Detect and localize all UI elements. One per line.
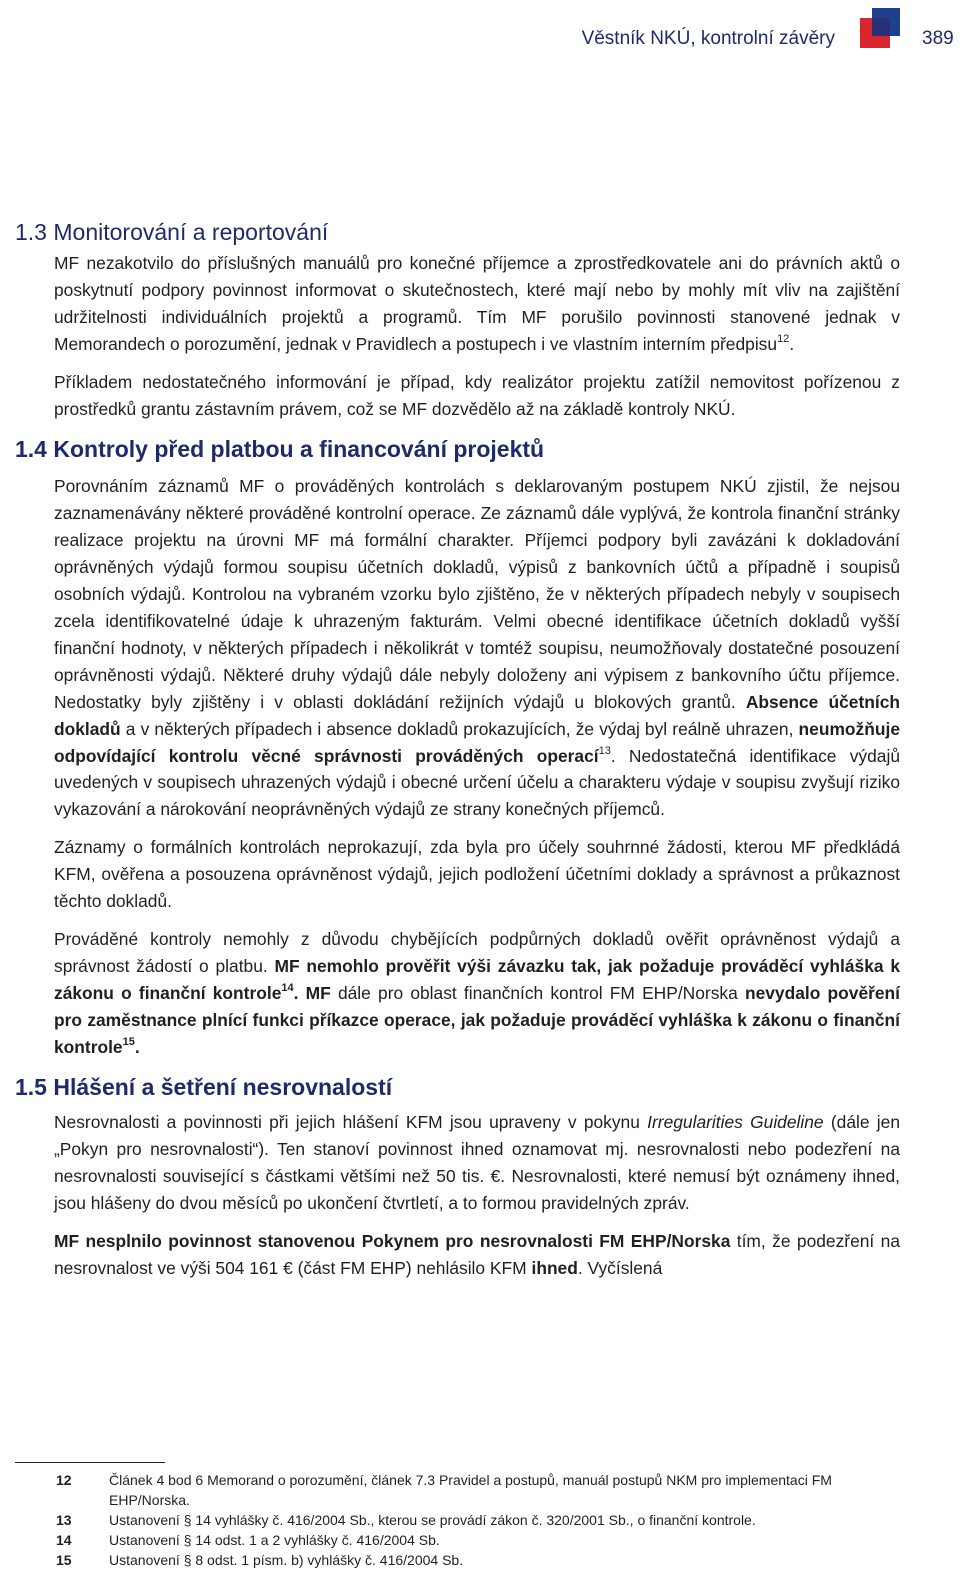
section-heading-1-4: 1.4 Kontroly před platbou a financování projektů — [15, 436, 545, 463]
page-header — [0, 0, 960, 80]
footnote-ref-15[interactable]: 15 — [122, 1035, 135, 1048]
footnote-ref-12[interactable]: 12 — [777, 332, 790, 345]
paragraph-1-5-b: MF nesplnilo povinnost stanovenou Pokynem pro nesrovnalosti FM EHP/Norska tím, že podezření na nesrovnalost ve výši 504 161 € (část FM EHP) nehlásilo KFM ihned. Vyčíslená — [54, 1231, 901, 1278]
paragraph-1-4-c: Prováděné kontroly nemohly z důvodu chybějících podpůrných dokladů ověřit oprávněnost výdajů a správnost žádostí o platbu. MF nemohlo prověřit výši závazku tak, jak požaduje prováděcí vyhláška k zákonu o finanční kontrole$^{14}$. MF dále pro oblast finančních kontrol FM EHP/Norska nevydalo pověření pro zaměstnance plnící funkci příkazce operace, jak požaduje prováděcí vyhláška k zákonu o finanční kontrole$^{15}$. — [54, 928, 901, 1057]
footnote-ref-13[interactable]: 13 — [598, 744, 611, 757]
paragraph-1-5-a: Nesrovnalosti a povinnosti při jejich hlášení KFM jsou upraveny v pokynu Irregularities Guideline (dále jen „Pokyn pro nesrovnalosti“). Ten stanoví povinnost ihned oznamovat mj. nesrovnalosti nebo podezření na nesrovnalosti související s částkami většími než 50 tis. €. Nesrovnalosti, které nemusí být oznámeny ihned, jsou hlášeny do dvou měsíců po ukončení čtvrtletí, a to formou pravidelných zpráv. — [54, 1112, 900, 1214]
paragraph-1-3-a: MF nezakotvilo do příslušných manuálů pro konečné příjemce a zprostředkovatele ani do právních aktů o poskytnutí podpory povinnost informovat o skutečnostech, které mají nebo by mohly mít vliv na zajištění udržitelnosti individuálních projektů a programů. Tím MF porušilo povinnosti stanovené jednak v Memorandech o porozumění, jednak v Pravidlech a postupech i ve vlastním interním předpisu$^{12}$. — [54, 253, 900, 354]
footnote-text: Ustanovení § 14 odst. 1 a 2 vyhlášky č. 416/2004 Sb. — [109, 1532, 440, 1548]
footnote-ref-14[interactable]: 14 — [281, 981, 294, 994]
footnote-separator — [15, 1462, 165, 1463]
footnote-number: 14 — [56, 1532, 72, 1548]
footnote-number: 15 — [56, 1552, 72, 1568]
nku-logo-icon — [860, 8, 904, 48]
footnote-item — [0, 1550, 960, 1570]
page-body — [0, 216, 960, 1293]
paragraph-1-4-a: Porovnáním záznamů MF o prováděných kontrolách s deklarovaným postupem NKÚ zjistil, že nejsou zaznamenávány některé prováděné kontrolní operace. Ze záznamů dále vyplývá, že kontrola finanční stránky realizace projektu na úrovni MF má formální charakter. Příjemci podpory byli zavázáni k dokladování oprávněných výdajů formou soupisu účetních dokladů, výpisů z bankovních účtů a případně i soupisů osobních výdajů. Kontrolou na vybraném vzorku bylo zjištěno, že v některých případech nebyly v soupisech zcela identifikovatelné údaje k uhrazeným fakturám. Velmi obecné identifikace účetních dokladů vyšší finanční hodnoty, v některých případech i několikrát v tomtéž soupisu, neumožňovaly dostatečné posouzení oprávněnosti výdajů. Některé druhy výdajů dále nebyly doloženy ani výpisem z bankovního účtu příjemce. Nedostatky byly zjištěny i v oblasti dokládání režijních výdajů u blokových grantů. Absence účetních dokladů a v některých případech i absence dokladů prokazujících, že výdaj byl reálně uhrazen, neumožňuje odpovídající kontrolu věcné správnosti prováděných operací$^{13}$. Nedostatečná identifikace výdajů uvedených v soupisech uhrazených výdajů i obecné určení účelu a charakteru výdaje v soupisu zvyšují riziko vykazování a nárokování neoprávněných výdajů ze strany konečných příjemců. — [54, 476, 900, 820]
section-heading-1-3: 1.3 Monitorování a reportování — [15, 219, 329, 245]
footnote-item — [0, 1510, 960, 1530]
paragraph-1-4-b: Záznamy o formálních kontrolách neprokazují, zda byla pro účely souhrnné žádosti, kterou MF předkládá KFM, ověřena a posouzena oprávněnost výdajů, jejich podložení účetními doklady a správnost a průkaznost těchto dokladů. — [54, 837, 900, 912]
page-number: 389 — [922, 28, 954, 49]
footnote-text: Ustanovení § 8 odst. 1 písm. b) vyhlášky č. 416/2004 Sb. — [109, 1552, 464, 1568]
footnote-text: Článek 4 bod 6 Memorand o porozumění, článek 7.3 Pravidel a postupů, manuál postupů NKM pro implementaci FM EHP/Norska. — [109, 1472, 832, 1508]
footnote-number: 12 — [56, 1472, 72, 1488]
footnote-item — [0, 1470, 960, 1510]
running-head: Věstník NKÚ, kontrolní závěry — [581, 28, 835, 49]
paragraph-1-3-b: Příkladem nedostatečného informování je případ, kdy realizátor projektu zatížil nemovitost pořízenou z prostředků grantu zástavním právem, což se MF dozvědělo až na základě kontroly NKÚ. — [54, 371, 900, 419]
footnote-number: 13 — [56, 1512, 72, 1528]
section-heading-1-5: 1.5 Hlášení a šetření nesrovnalostí — [15, 1074, 393, 1101]
footnote-item — [0, 1530, 960, 1550]
footnote-text: Ustanovení § 14 vyhlášky č. 416/2004 Sb., kterou se provádí zákon č. 320/2001 Sb., o finanční kontrole. — [109, 1512, 756, 1528]
